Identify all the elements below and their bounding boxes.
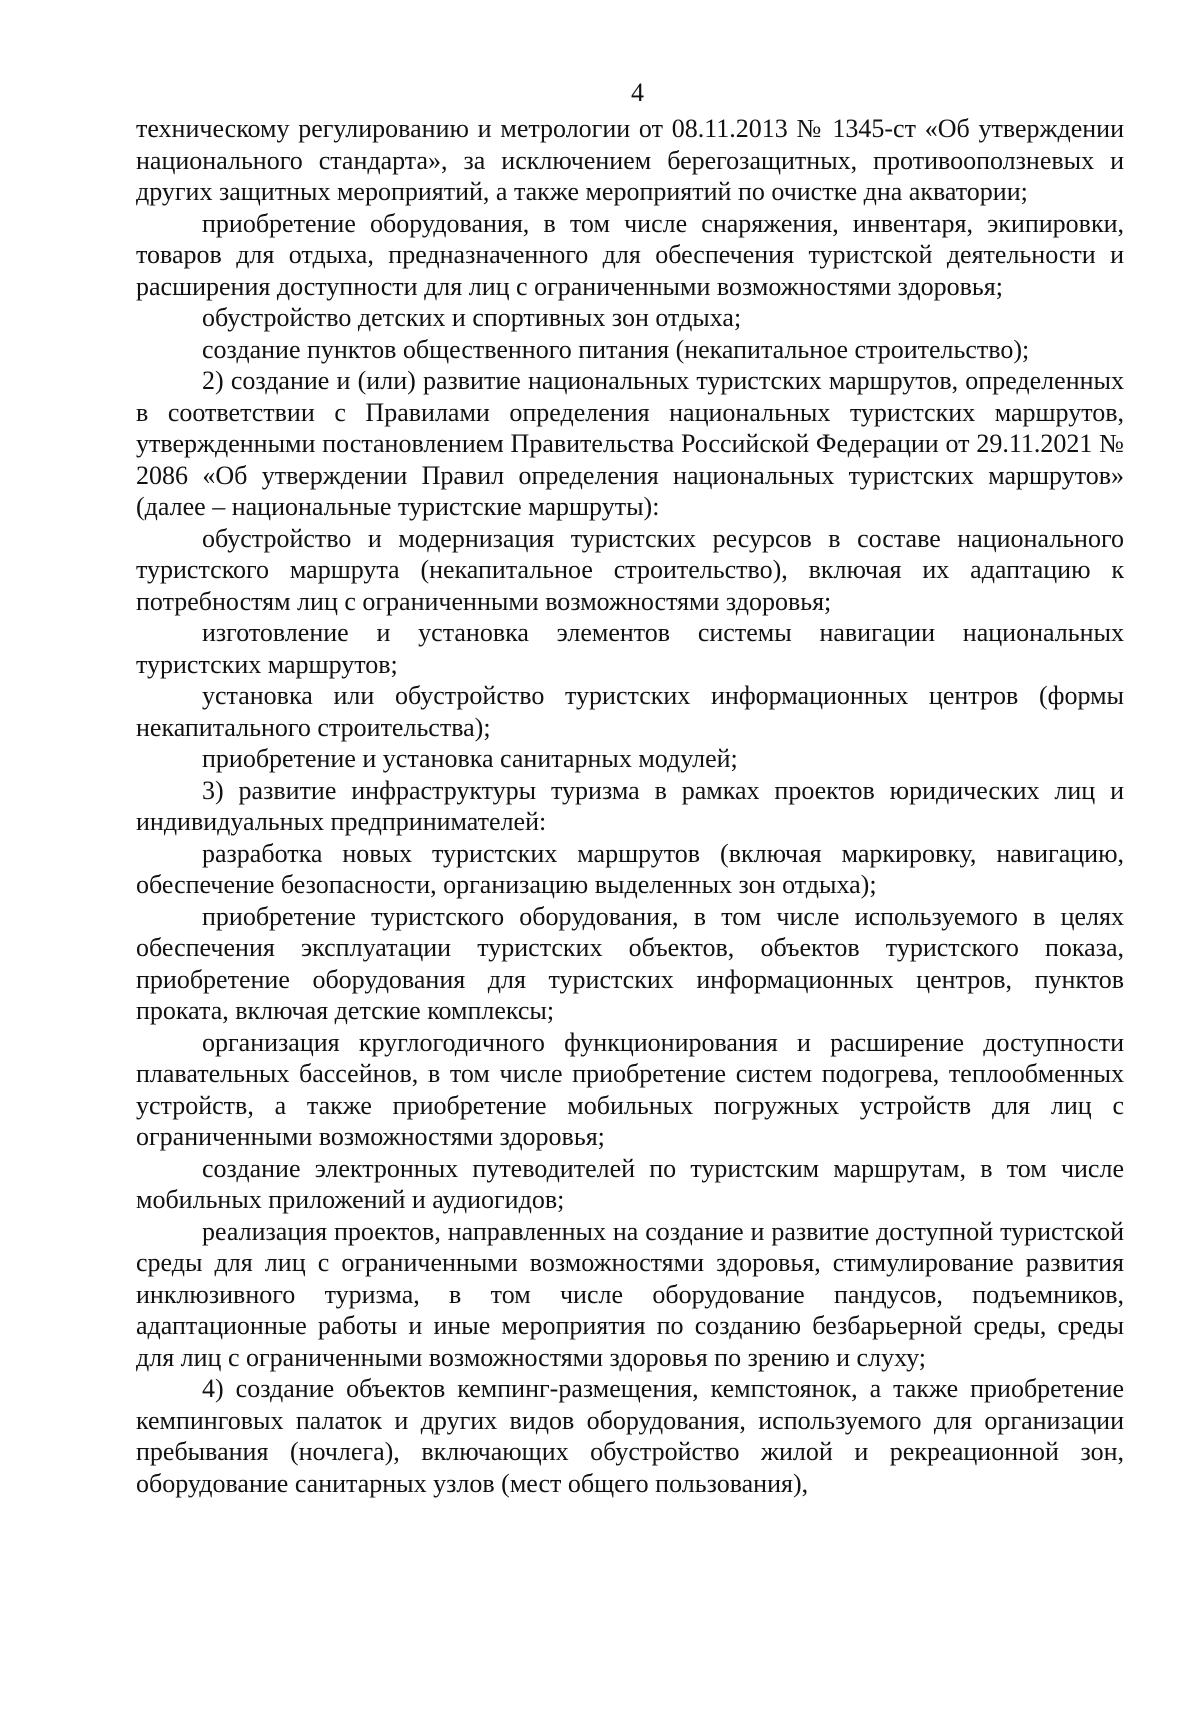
paragraph: приобретение туристского оборудования, в том числе используемого в целях обеспечения эксплуатации туристских объектов, объектов туристского показа, приобретение оборудования для туристских информационных центров, пунктов проката, включая детские комплексы; (136, 901, 1124, 1025)
paragraph: реализация проектов, направленных на создание и развитие доступной туристской среды для лиц с ограниченными возможностями здоровья, стимулирование развития инклюзивного туризма, в том числе оборудование пандусов, подъемников, адаптационные работы и иные мероприятия по созданию безбарьерной среды, среды для лиц с ограниченными возможностями здоровья по зрению и слуху; (136, 1216, 1124, 1372)
paragraph-continuation: техническому регулированию и метрологии от 08.11.2013 № 1345-ст «Об утверждении национального стандарта», за исключением берегозащитных, противооползневых и других защитных мероприятий, а также мероприятий по очистке дна акватории; (136, 114, 1124, 206)
paragraph-item-3: 3) развитие инфраструктуры туризма в рамках проектов юридических лиц и индивидуальных предпринимателей: (136, 775, 1124, 836)
paragraph: организация круглогодичного функционирования и расширение доступности плавательных бассейнов, в том числе приобретение систем подогрева, теплообменных устройств, а также приобретение мобильных погружных устройств для лиц с ограниченными возможностями здоровья; (136, 1027, 1124, 1151)
paragraph: приобретение оборудования, в том числе снаряжения, инвентаря, экипировки, товаров для отдыха, предназначенного для обеспечения туристской деятельности и расширения доступности для лиц с ограниченными возможностями здоровья; (136, 208, 1124, 301)
paragraph: приобретение и установка санитарных модулей; (202, 744, 738, 773)
paragraph: обустройство и модернизация туристских ресурсов в составе национального туристского маршрута (некапитальное строительство), включая их адаптацию к потребностям лиц с ограниченными возможностями здоровья; (136, 523, 1124, 616)
paragraph: обустройство детских и спортивных зон отдыха; (202, 303, 742, 332)
paragraph: установка или обустройство туристских информационных центров (формы некапитального строительства); (136, 681, 1124, 742)
paragraph: разработка новых туристских маршрутов (включая маркировку, навигацию, обеспечение безопасности, организацию выделенных зон отдыха); (136, 838, 1124, 899)
paragraph-item-2: 2) создание и (или) развитие национальных туристских маршрутов, определенных в соответствии с Правилами определения национальных туристских маршрутов, утвержденными постановлением Правительства Российской Федерации от 29.11.2021 № 2086 «Об утверждении Правил определения национальных туристских маршрутов» (далее – национальные туристские маршруты): (136, 366, 1124, 521)
paragraph-item-4: 4) создание объектов кемпинг-размещения, кемпстоянок, а также приобретение кемпинговых палаток и других видов оборудования, используемого для организации пребывания (ночлега), включающих обустройство жилой и рекреационной зон, оборудование санитарных узлов (мест общего пользования), (136, 1374, 1124, 1498)
document-body (136, 113, 1124, 1499)
paragraph: создание пунктов общественного питания (некапитальное строительство); (202, 334, 1030, 364)
paragraph: изготовление и установка элементов системы навигации национальных туристских маршрутов; (136, 618, 1124, 679)
page-number: 4 (631, 78, 644, 107)
paragraph: создание электронных путеводителей по туристским маршрутам, в том числе мобильных приложений и аудиогидов; (136, 1153, 1124, 1214)
